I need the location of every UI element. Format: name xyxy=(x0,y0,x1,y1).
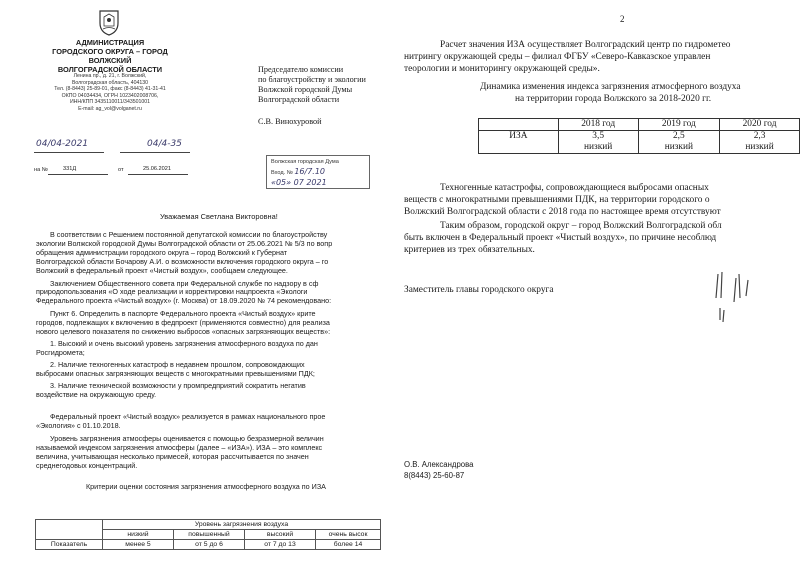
iza-level: низкий xyxy=(720,142,800,154)
incoming-ref-date: 25.06.2021 xyxy=(143,166,171,172)
outgoing-date: 04/04-2021 xyxy=(36,139,89,149)
outgoing-number: 04/4-35 xyxy=(147,139,182,149)
paragraph-line: веществ с многократными превышениями ПДК, на территории городского о xyxy=(404,195,710,205)
body-line: 3. Наличие технической возможности у промпредприятий сократить негатив xyxy=(50,380,306,390)
year-header: 2019 год xyxy=(638,119,720,131)
iza-value: 2,3 xyxy=(720,131,800,143)
letter-page-2 xyxy=(400,0,800,575)
table-header-cell: высокий xyxy=(245,530,316,540)
executor-phone: 8(8443) 25-60-87 xyxy=(404,471,465,480)
body-line: среднегодовых концентраций. xyxy=(36,460,138,470)
dynamics-title: Динамика изменения индекса загрязнения атмосферного воздуха xyxy=(480,82,741,92)
registration-stamp xyxy=(266,155,370,189)
body-line: Заключением Общественного совета при Федеральной службе по надзору в сф xyxy=(50,278,319,288)
paragraph-line: быть включен в Федеральный проект «Чистый воздух», по причине несоблюд xyxy=(404,233,717,243)
body-line: В соответствии с Решением постоянной депутатской комиссии по благоустройству xyxy=(50,230,328,239)
body-line: Федеральный проект «Чистый воздух» реализуется в рамках национального прое xyxy=(50,412,326,422)
paragraph-line: критериев из трех обязательных. xyxy=(404,245,535,255)
recipient-block xyxy=(258,65,366,127)
iza-row-label: ИЗА xyxy=(479,131,559,143)
city-emblem-icon xyxy=(98,9,120,36)
org-line-1: АДМИНИСТРАЦИЯ xyxy=(75,38,145,47)
stamp-vhod-number: 16/7.10 xyxy=(294,167,326,176)
year-header: 2018 год xyxy=(558,119,638,131)
page-number: 2 xyxy=(620,14,625,24)
iza-value: 3,5 xyxy=(558,131,638,143)
dynamics-subtitle: на территории города Волжского за 2018-2020 гг. xyxy=(515,94,712,104)
recipient-name: С.В. Винохуровой xyxy=(258,117,322,126)
table-cell: от 5 до 6 xyxy=(174,540,245,550)
body-line: Пункт 6. Определить в паспорте Федерального проекта «Чистый воздух» крите xyxy=(50,309,316,319)
table-cell: более 14 xyxy=(316,540,381,550)
ot-label: от xyxy=(118,167,124,173)
body-line: «Экология» с 01.10.2018. xyxy=(36,421,121,431)
address-line: Ленина пр., д. 21, г. Волжский, xyxy=(73,73,147,79)
intro-line: теорологии и мониторингу окружающей среды». xyxy=(404,64,600,74)
body-line: называемой индексом загрязнения атмосферы (далее – «ИЗА»). ИЗА – это комплекс xyxy=(36,443,323,453)
recipient-line: Волжской городской Думы xyxy=(258,85,353,94)
body-line: городов, подлежащих к включению в федпроект (применяются совместно) для реализа xyxy=(36,318,330,328)
letter-body xyxy=(36,231,405,492)
body-line: величина, учитывающая несколько примесей, которая рассчитывается по значен xyxy=(36,452,309,462)
criteria-table xyxy=(35,519,381,550)
table-header-cell: низкий xyxy=(103,530,174,540)
body-line: Уровень загрязнения атмосферы оценивается с помощью безразмерной величин xyxy=(50,434,324,444)
paragraph-line: Волжский Волгоградской области с 2018 года по настоящее время отсутствуют xyxy=(404,207,721,217)
address-line: E-mail: ag_vol@volganet.ru xyxy=(78,105,142,112)
intro-line: нитрингу окружающей среды – филиал ФГБУ «Северо-Кавказское управлен xyxy=(404,52,711,62)
org-line-2: ГОРОДСКОГО ОКРУГА – ГОРОД ВОЛЖСКИЙ xyxy=(52,47,168,65)
greeting: Уважаемая Светлана Викторовна! xyxy=(160,212,278,221)
intro-line: Расчет значения ИЗА осуществляет Волгоградский центр по гидрометео xyxy=(440,40,731,50)
paragraph-line: Таким образом, городской округ – город Волжский Волгоградской обл xyxy=(440,221,722,231)
signer-title: Заместитель главы городского округа xyxy=(404,285,554,295)
body-line: природопользования «О ходе реализации и корректировки нацпроекта «Экологи xyxy=(36,287,308,297)
body-line: выбросами опасных загрязняющих веществ с многократными превышениями ПДК; xyxy=(36,368,315,378)
table-group-header: Уровень загрязнения воздуха xyxy=(103,520,381,530)
stamp-vhod-label: Вход. № xyxy=(271,170,293,176)
iza-level: низкий xyxy=(558,142,638,154)
body-line: 2. Наличие техногенных катастроф в недавнем прошлом, сопровождающих xyxy=(50,359,305,369)
address-line: Тел. (8-8443) 25-89-01, факс (8-8443) 41-31-41 xyxy=(54,86,166,93)
address-line: ОКПО 04034434, ОГРН 1023402008706, xyxy=(61,92,159,99)
body-line: воздействие на окружающую среду. xyxy=(36,389,157,399)
body-line: Росгидромета; xyxy=(36,347,85,357)
signature-icon xyxy=(706,268,766,324)
org-address xyxy=(40,73,180,113)
address-line: ИНН/КПП 3435110011/343501001 xyxy=(69,99,151,106)
table-caption: Критерии оценки состояния загрязнения атмосферного воздуха по ИЗА xyxy=(86,481,326,491)
dynamics-table xyxy=(478,118,800,154)
body-line: экологии Волжской городской Думы Волгоградской области от 25.06.2021 № 5/3 по вопр xyxy=(36,238,333,248)
recipient-line: Председателю комиссии xyxy=(258,65,344,74)
body-line: Федерального проекта «Чистый воздух» (г. Москва) от 18.09.2020 № 74 рекомендовано: xyxy=(36,296,332,306)
stamp-title: Волжская городская Дума xyxy=(271,159,339,165)
table-row-label: Показатель xyxy=(36,540,103,550)
table-cell: менее 5 xyxy=(103,540,174,550)
year-header: 2020 год xyxy=(720,119,800,131)
address-line: Волгоградская область, 404130 xyxy=(71,79,149,86)
org-name xyxy=(30,38,190,74)
recipient-line: Волгоградской области xyxy=(258,95,340,104)
org-line-3: ВОЛГОГРАДСКОЙ ОБЛАСТИ xyxy=(57,65,163,74)
recipient-line: по благоустройству и экологии xyxy=(258,75,366,84)
executor-name: О.В. Александрова xyxy=(404,460,474,469)
table-cell: от 7 до 13 xyxy=(245,540,316,550)
incoming-ref-number: 331Д xyxy=(63,166,77,172)
body-line: 1. Высокий и очень высокий уровень загрязнения атмосферного воздуха по дан xyxy=(50,338,318,348)
table-header-cell: очень высок xyxy=(316,530,381,540)
iza-value: 2,5 xyxy=(638,131,720,143)
iza-level: низкий xyxy=(638,142,720,154)
table-header-cell: повышенный xyxy=(174,530,245,540)
body-line: Волжский в федеральный проект «Чистый воздух», сообщаем следующее. xyxy=(36,265,288,275)
paragraph-line: Техногенные катастрофы, сопровождающиеся выбросами опасных xyxy=(440,183,709,193)
stamp-date: «05» 07 2021 xyxy=(271,178,327,187)
na-label: на № xyxy=(34,167,48,173)
body-line: Волгоградской области Бочарову А.И. о возможности включения городского округа – го xyxy=(36,256,329,266)
body-line: нового целевого показателя по снижению выбросов «опасных загрязняющих веществ»: xyxy=(36,327,331,337)
body-line: обращения администрации городского округа – город Волжский к Губернат xyxy=(36,247,288,257)
